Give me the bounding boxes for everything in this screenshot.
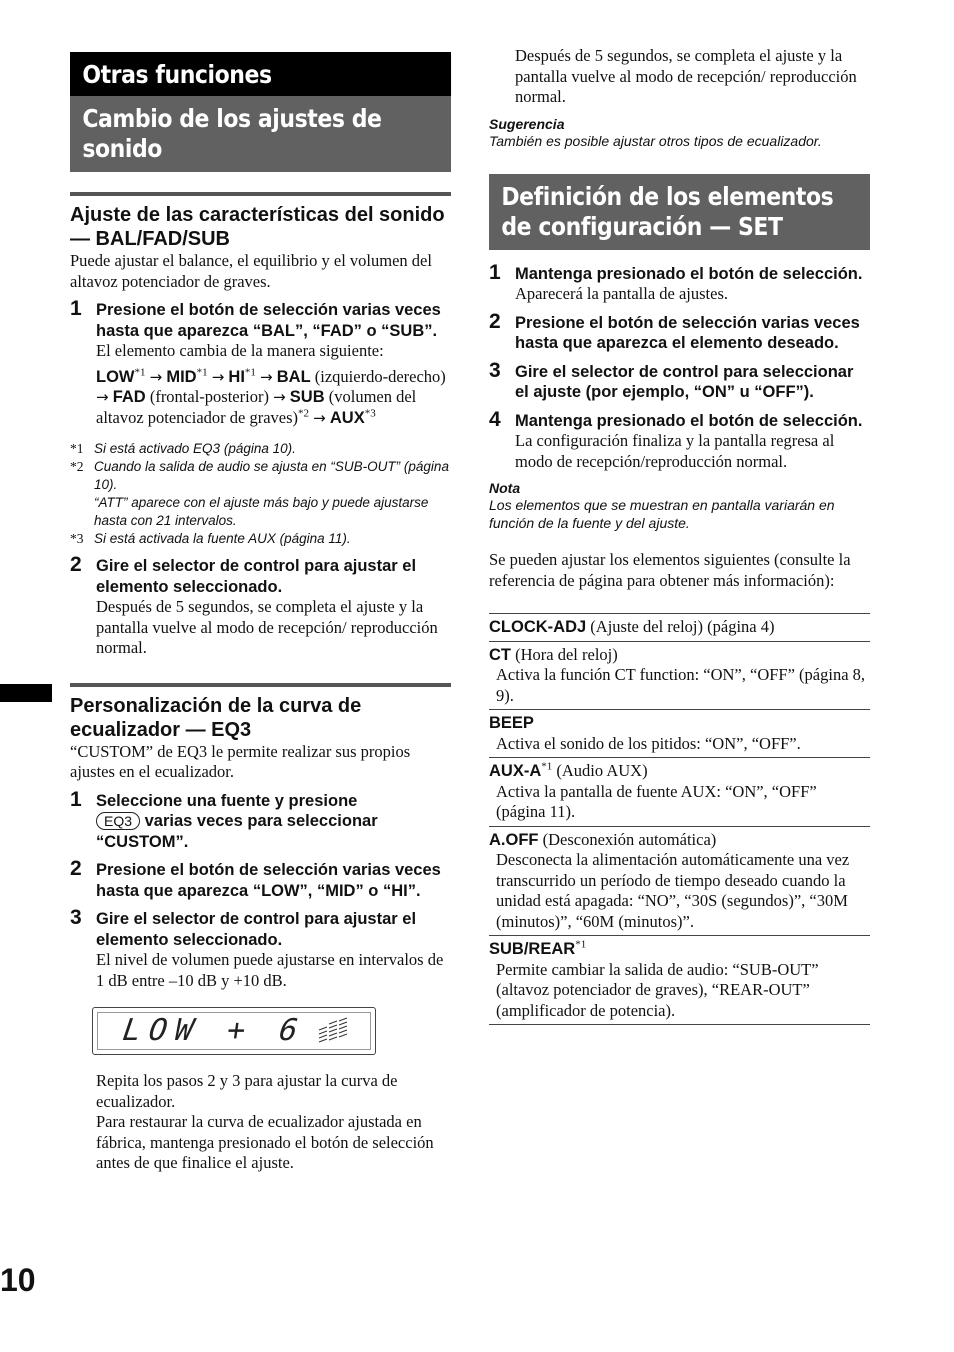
step-number: 1 bbox=[70, 297, 82, 320]
arrow-icon: → bbox=[149, 367, 163, 386]
seq-note-mark: *1 bbox=[196, 366, 208, 378]
setting-note-mark: *1 bbox=[541, 760, 553, 773]
page-number: 10 bbox=[0, 1262, 36, 1298]
table-row bbox=[489, 710, 870, 758]
eq3-after-1: Repita los pasos 2 y 3 para ajustar la curva de ecualizador. bbox=[96, 1071, 398, 1111]
setting-name: A.OFF bbox=[489, 830, 539, 849]
bal-sequence bbox=[96, 367, 451, 429]
setting-label: (Audio AUX) bbox=[556, 761, 648, 780]
bal-step-1 bbox=[70, 297, 451, 428]
set-step-1 bbox=[489, 260, 870, 305]
page-edge-tab bbox=[0, 684, 52, 702]
step-title: Seleccione una fuente y presione EQ3 varias veces para seleccionar “CUSTOM”. bbox=[96, 791, 378, 851]
seq-fad: FAD bbox=[112, 388, 146, 406]
seq-aux: AUX bbox=[329, 408, 365, 427]
setting-description: Activa la pantalla de fuente AUX: “ON”, “OFF” (página 11). bbox=[496, 781, 817, 821]
right-column bbox=[489, 46, 870, 1025]
setting-name: CLOCK-ADJ bbox=[489, 618, 587, 636]
bal-intro: Puede ajustar el balance, el equilibrio y el volumen del altavoz potenciador de graves. bbox=[70, 251, 432, 291]
step-body: Después de 5 segundos, se completa el ajuste y la pantalla vuelve al modo de recepción/ reproducción normal. bbox=[96, 597, 438, 657]
table-row bbox=[489, 758, 870, 827]
footnote: *3 Si está activada la fuente AUX (página 11). bbox=[70, 531, 351, 546]
set-step-4 bbox=[489, 407, 870, 473]
seq-bal-desc: (izquierdo-derecho) bbox=[314, 366, 446, 386]
step-title: Presione el botón de selección varias veces hasta que aparezca el elemento deseado. bbox=[515, 313, 860, 352]
setting-description: Activa la función CT function: “ON”, “OFF” (página 8, 9). bbox=[496, 665, 866, 705]
arrow-icon: → bbox=[211, 367, 225, 386]
setting-note-mark: *1 bbox=[575, 938, 587, 951]
seq-bal: BAL bbox=[276, 367, 311, 386]
footnote: *2 Cuando la salida de audio se ajusta en “SUB-OUT” (página 10). “ATT” aparece con el ajuste más bajo y puede ajustarse hasta con 21 intervalos. bbox=[70, 459, 449, 528]
step-number: 2 bbox=[70, 553, 82, 576]
step-body: El nivel de volumen puede ajustarse en intervalos de 1 dB entre –10 dB y +10 dB. bbox=[96, 950, 444, 990]
step-body: Aparecerá la pantalla de ajustes. bbox=[515, 284, 729, 303]
step-title: Gire el selector de control para ajustar el elemento seleccionado. bbox=[96, 557, 417, 596]
setting-name: SUB/REAR bbox=[489, 940, 576, 958]
eq3-step-3 bbox=[70, 906, 451, 991]
seq-fad-desc: (frontal-posterior) bbox=[149, 387, 269, 406]
step-number: 2 bbox=[70, 857, 82, 880]
setting-description: Permite cambiar la salida de audio: “SUB-OUT” (altavoz potenciador de graves), “REAR-OUT” (amplificador de potencia). bbox=[496, 959, 819, 1020]
note-text: Los elementos que se muestran en pantalla variarán en función de la fuente y del ajuste. bbox=[489, 497, 835, 531]
setting-description: Desconecta la alimentación automáticamente una vez transcurrido un período de tiempo deseado cuando la unidad está apagada: “NO”, “30S (segundos)”, “30M (minutos)”, “60M (minutos)”. bbox=[496, 850, 850, 931]
lcd-display-text: LOW + 6 bbox=[120, 1013, 308, 1048]
step-title: Mantenga presionado el botón de selección. bbox=[515, 264, 863, 283]
eq3-step-2 bbox=[70, 857, 451, 901]
step-title: Gire el selector de control para seleccionar el ajuste (por ejemplo, “ON” u “OFF”). bbox=[515, 362, 854, 401]
seq-sub-desc: (volumen del altavoz potenciador de graves) bbox=[96, 387, 417, 427]
tip-label: Sugerencia bbox=[489, 115, 565, 132]
footnote: *1 Si está activado EQ3 (página 10). bbox=[70, 441, 296, 456]
setting-description: Activa el sonido de los pitidos: “ON”, “OFF”. bbox=[496, 733, 801, 753]
note-label: Nota bbox=[489, 480, 521, 496]
step-body: El elemento cambia de la manera siguiente: bbox=[96, 341, 384, 360]
list-intro: Se pueden ajustar los elementos siguientes (consulte la referencia de página para obtener más información): bbox=[489, 550, 851, 590]
left-column bbox=[70, 52, 451, 1174]
seq-mid: MID bbox=[166, 367, 197, 386]
setting-name: AUX-A bbox=[489, 762, 542, 780]
table-row bbox=[489, 936, 870, 1025]
table-row bbox=[489, 826, 870, 936]
lcd-display bbox=[92, 1007, 376, 1055]
step-number: 3 bbox=[70, 906, 82, 929]
setting-label: (Hora del reloj) bbox=[515, 644, 618, 664]
footnotes bbox=[70, 440, 451, 548]
set-step-2 bbox=[489, 309, 870, 354]
top-paragraph: Después de 5 segundos, se completa el ajuste y la pantalla vuelve al modo de recepción/ reproducción normal. bbox=[515, 46, 857, 106]
step-body: La configuración finaliza y la pantalla regresa al modo de recepción/reproducción normal. bbox=[515, 431, 835, 471]
step-title: Presione el botón de selección varias veces hasta que aparezca “BAL”, “FAD” o “SUB”. bbox=[96, 301, 441, 340]
step-number: 2 bbox=[489, 309, 501, 333]
eq3-intro: “CUSTOM” de EQ3 le permite realizar sus propios ajustes en el ecualizador. bbox=[70, 741, 411, 781]
eq3-step-1 bbox=[70, 787, 451, 853]
setting-label: (Desconexión automática) bbox=[542, 829, 717, 849]
arrow-icon: → bbox=[313, 408, 326, 427]
seq-note-mark: *1 bbox=[134, 366, 146, 378]
settings-table bbox=[489, 613, 870, 1025]
subsection-title-box bbox=[70, 96, 451, 172]
step-title: Gire el selector de control para ajustar el elemento seleccionado. bbox=[96, 910, 417, 949]
bal-heading: Ajuste de las características del sonido — BAL/FAD/SUB bbox=[70, 192, 451, 251]
table-row bbox=[489, 641, 870, 710]
step-number: 4 bbox=[489, 407, 501, 431]
table-row bbox=[489, 614, 870, 642]
step-number: 1 bbox=[489, 260, 501, 284]
set-heading: Definición de los elementos de configuración — SET bbox=[501, 181, 834, 241]
tip-text: También es posible ajustar otros tipos de ecualizador. bbox=[489, 132, 822, 149]
setting-name: BEEP bbox=[489, 714, 534, 732]
eq3-heading: Personalización de la curva de ecualizador — EQ3 bbox=[70, 683, 451, 742]
seq-note-mark: *3 bbox=[364, 407, 376, 419]
arrow-icon: → bbox=[96, 388, 109, 406]
arrow-icon: → bbox=[260, 367, 273, 386]
arrow-icon: → bbox=[273, 388, 286, 406]
seq-low: LOW bbox=[96, 367, 135, 386]
equalizer-bars-icon bbox=[313, 1015, 355, 1045]
setting-name: CT bbox=[489, 645, 511, 664]
seq-sub: SUB bbox=[289, 388, 325, 406]
subsection-title: Cambio de los ajustes de sonido bbox=[82, 104, 382, 163]
section-title: Otras funciones bbox=[70, 52, 451, 96]
step-title: Presione el botón de selección varias veces hasta que aparezca “LOW”, “MID” o “HI”. bbox=[96, 861, 441, 900]
seq-hi: HI bbox=[228, 367, 245, 386]
eq3-button-icon: EQ3 bbox=[96, 812, 140, 830]
setting-label: (Ajuste del reloj) (página 4) bbox=[590, 617, 775, 636]
eq3-after-2: Para restaurar la curva de ecualizador ajustada en fábrica, mantenga presionado el botón de selección antes de que finalice el ajuste. bbox=[96, 1112, 434, 1172]
seq-note-mark: *1 bbox=[244, 366, 256, 378]
step-number: 3 bbox=[489, 358, 501, 382]
set-step-3 bbox=[489, 358, 870, 403]
seq-note-mark: *2 bbox=[298, 407, 310, 419]
step-title: Mantenga presionado el botón de selección. bbox=[515, 411, 863, 430]
bal-step-2 bbox=[70, 553, 451, 659]
set-heading-box bbox=[489, 174, 870, 250]
step-number: 1 bbox=[70, 787, 82, 811]
